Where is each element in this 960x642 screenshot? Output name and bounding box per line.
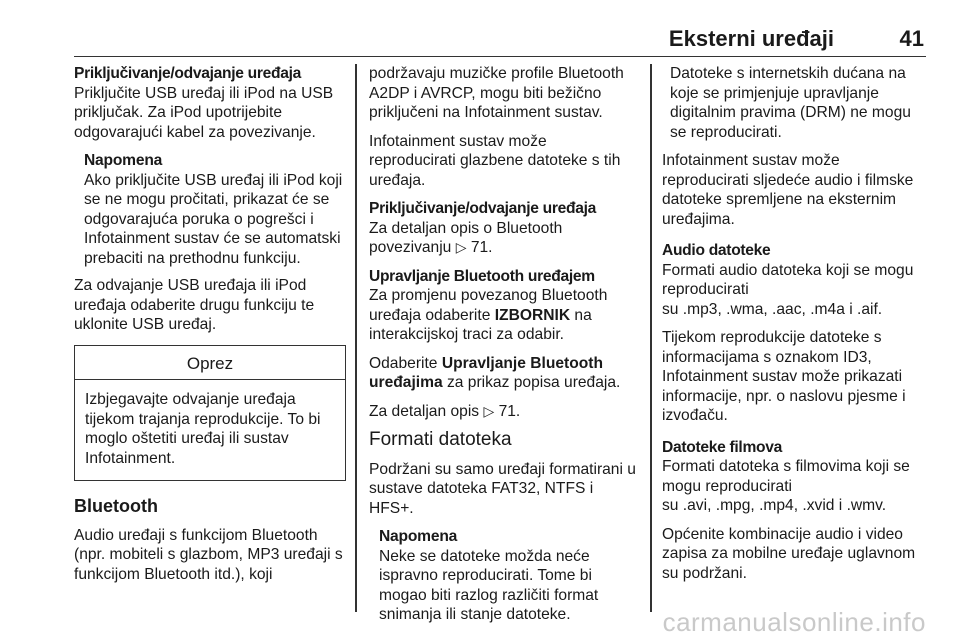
page-reference-link[interactable]: 71. xyxy=(498,402,521,420)
triangle-right-icon: ▷ xyxy=(455,239,467,255)
note-box xyxy=(84,151,346,268)
menu-keyword: IZBORNIK xyxy=(494,306,571,324)
paragraph: Za promjenu povezanog Bluetooth uređaja odaberite IZBORNIK na interakcijskoj traci za odabir. xyxy=(369,287,608,343)
paragraph: Podržani su samo uređaji formatirani u sustave datoteka FAT32, NTFS i HFS+. xyxy=(369,460,636,517)
caution-box xyxy=(74,345,346,482)
page-reference-link[interactable]: 71. xyxy=(470,239,493,256)
note-text: Ako priključite USB uređaj ili iPod koji se ne mogu pročitati, prikazat će se odgovarajuća poruka o pogrešci i Infotainment sustav će se automatski prebaciti na prethodnu funkciju. xyxy=(84,171,343,267)
section-heading-movie-files: Datoteke filmova xyxy=(662,438,782,456)
caution-title: Oprez xyxy=(75,346,345,381)
note-box xyxy=(379,527,637,625)
menu-keyword: Upravljanje Bluetooth uređajima xyxy=(369,354,603,391)
paragraph: Za odvajanje USB uređaja ili iPod uređaja odaberite drugu funkciju te uklonite USB uređaj. xyxy=(74,277,315,333)
section-heading-audio-files: Audio datoteke xyxy=(662,242,771,259)
section-heading-file-formats: Formati datoteka xyxy=(369,429,512,450)
paragraph: Formati datoteka s filmovima koji se mogu reproducirati xyxy=(662,458,910,495)
column-1 xyxy=(74,64,346,593)
paragraph: Infotainment sustav može reproducirati sljedeće audio i filmske datoteke spremljene na eksternim uređajima. xyxy=(662,152,914,228)
paragraph: su .mp3, .wma, .aac, .m4a i .aif. xyxy=(662,300,883,318)
note-title: Napomena xyxy=(84,152,163,169)
paragraph: Datoteke s internetskih dućana na koje se primjenjuje upravljanje digitalnim pravima (DRM) ne mogu se reproducirati. xyxy=(670,65,911,141)
paragraph: Tijekom reprodukcije datoteke s informacijama s oznakom ID3, Infotainment sustav može prikazati informacije, npr. o naslovu pjesme i izvođaču. xyxy=(662,329,906,424)
column-divider-1 xyxy=(355,64,357,612)
paragraph: Audio uređaji s funkcijom Bluetooth (npr. mobiteli s glazbom, MP3 uređaji s funkcijom Bluetooth itd.), koji xyxy=(74,526,343,583)
paragraph: Općenite kombinacije audio i video zapisa za mobilne uređaje uglavnom su podržani. xyxy=(662,525,916,582)
section-heading-bluetooth: Bluetooth xyxy=(74,496,158,516)
column-2 xyxy=(369,64,637,633)
paragraph-with-ref: Za detaljan opis o Bluetooth povezivanju ▷ 71. xyxy=(369,219,563,256)
section-heading-manage-bt: Upravljanje Bluetooth uređajem xyxy=(369,267,595,285)
paragraph: Odaberite Upravljanje Bluetooth uređajima za prikaz popisa uređaja. xyxy=(369,354,621,391)
section-heading-connect: Priključivanje/odvajanje uređaja xyxy=(74,65,302,82)
paragraph: Priključite USB uređaj ili iPod na USB priključak. Za iPod upotrijebite odgovarajući kabel za povezivanje. xyxy=(74,84,334,141)
note-text: Neke se datoteke možda neće ispravno reproducirati. Tome bi mogao biti razlog različiti format snimanja ili stanje datoteke. xyxy=(379,547,599,623)
page-title: Eksterni uređaji xyxy=(668,26,834,51)
paragraph: Infotainment sustav može reproducirati glazbene datoteke s tih uređaja. xyxy=(369,132,621,189)
page-number: 41 xyxy=(899,26,924,51)
column-3 xyxy=(662,64,928,592)
note-title: Napomena xyxy=(379,528,458,545)
paragraph-with-ref: Za detaljan opis ▷ 71. xyxy=(369,402,521,420)
paragraph: su .avi, .mpg, .mp4, .xvid i .wmv. xyxy=(662,497,887,514)
caution-text: Izbjegavajte odvajanje uređaja tijekom trajanja reprodukcije. To bi moglo oštetiti uređaj ili sustav Infotainment. xyxy=(85,391,321,467)
page-header xyxy=(74,22,926,57)
column-divider-2 xyxy=(650,64,652,612)
paragraph: Formati audio datoteka koji se mogu reproducirati xyxy=(662,261,914,298)
triangle-right-icon: ▷ xyxy=(483,402,495,419)
watermark: carmanualsonline.info xyxy=(662,607,926,637)
section-heading-connect-bt: Priključivanje/odvajanje uređaja xyxy=(369,200,597,217)
paragraph: podržavaju muzičke profile Bluetooth A2DP i AVRCP, mogu biti bežično priključeni na Infotainment sustav. xyxy=(369,65,624,121)
